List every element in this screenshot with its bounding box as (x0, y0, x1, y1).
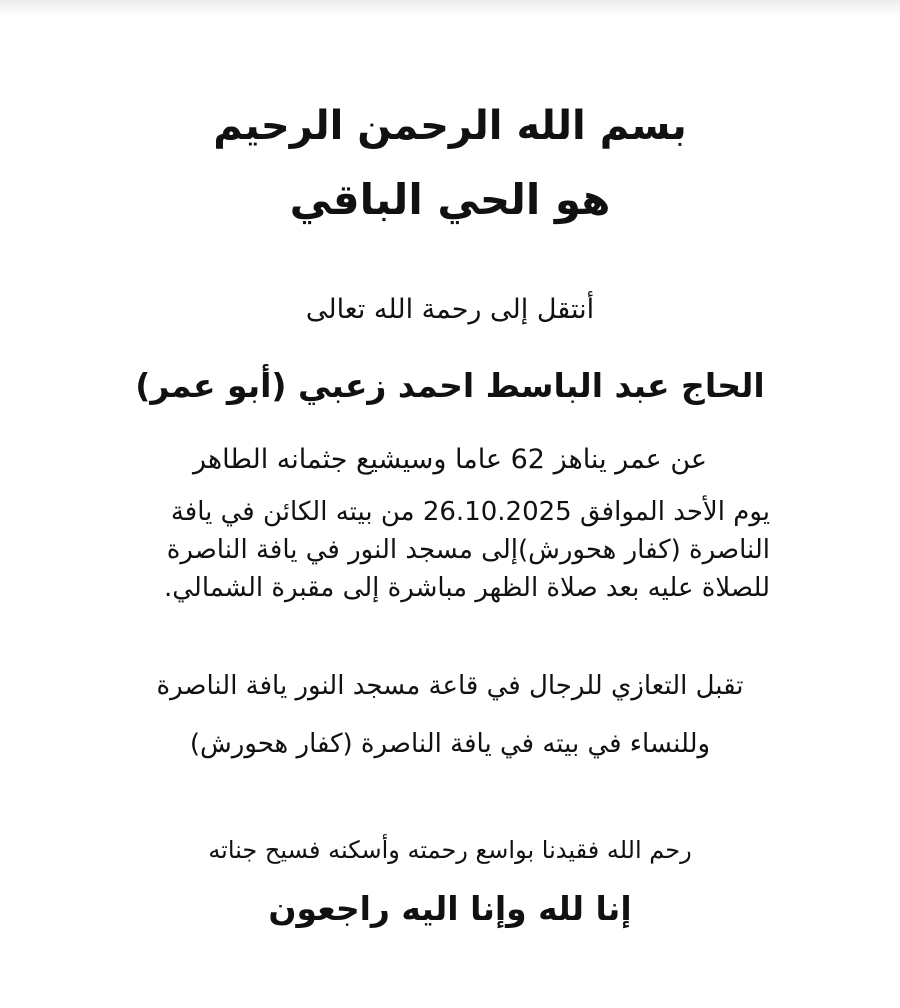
closing-verse: إنا لله وإنا اليه راجعون (268, 889, 632, 928)
age-line: عن عمر يناهز 62 عاما وسيشيع جثمانه الطاهر (192, 444, 708, 475)
deceased-name: الحاج عبد الباسط احمد زعبي (أبو عمر) (135, 366, 765, 405)
basmala-heading: بسم الله الرحمن الرحيم (213, 103, 687, 149)
condolences-women: وللنساء في بيته في يافة الناصرة (كفار هحورش) (189, 729, 711, 759)
prayer-line: رحم الله فقيدنا بواسع رحمته وأسكنه فسيح جناته (208, 836, 692, 864)
hayy-heading: هو الحي الباقي (289, 175, 611, 224)
passed-away-line: أنتقل إلى رحمة الله تعالى (305, 294, 595, 325)
funeral-details: يوم الأحد الموافق 26.10.2025 من بيته الكائن في يافة الناصرة (كفار هحورش)إلى مسجد النور في يافة الناصرة للصلاة عليه بعد صلاة الظهر مباشرة إلى مقبرة الشمالي. (164, 497, 770, 603)
condolences-men: تقبل التعازي للرجال في قاعة مسجد النور يافة الناصرة (156, 671, 744, 701)
